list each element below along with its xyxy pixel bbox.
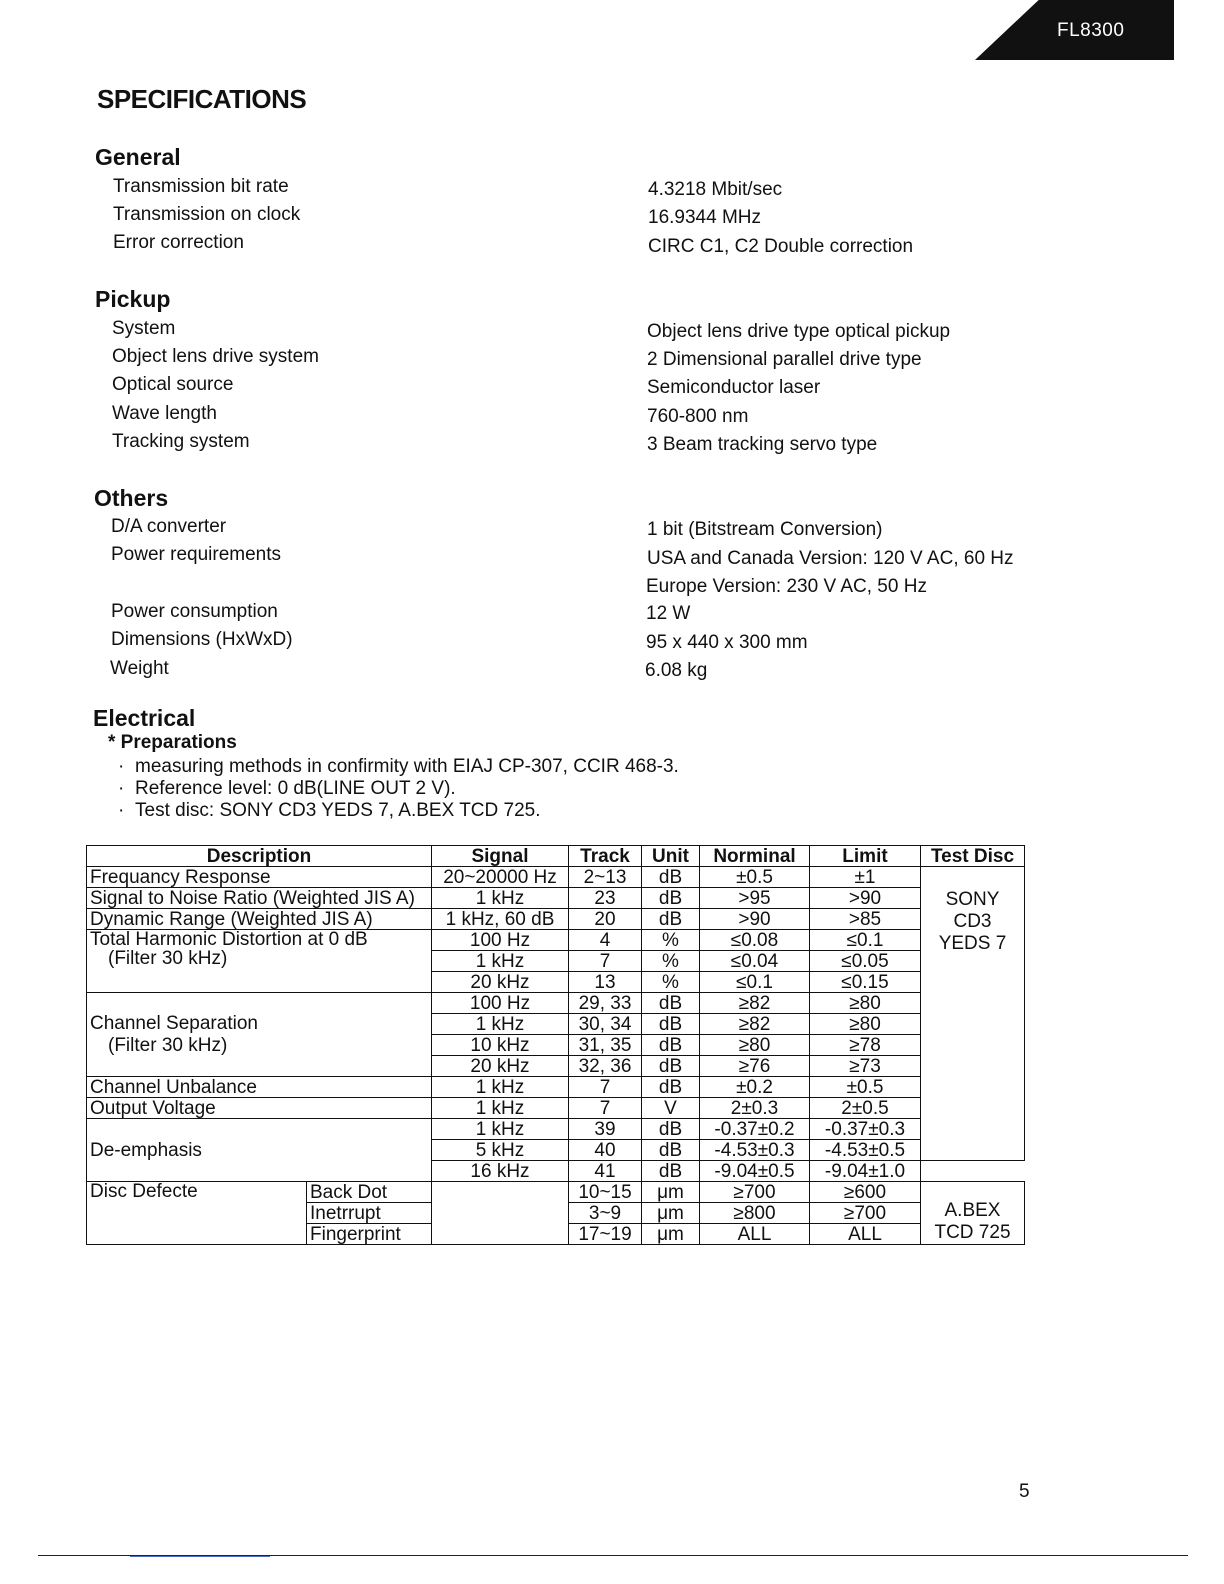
row-unit: dB	[642, 1014, 700, 1035]
spec-value: Europe Version: 230 V AC, 50 Hz	[646, 576, 927, 597]
row-track: 10~15	[569, 1182, 642, 1203]
row-nominal: -0.37±0.2	[700, 1119, 810, 1140]
row-track: 7	[569, 1098, 642, 1119]
bullet-dot: ·	[118, 800, 125, 821]
row-unit: dB	[642, 1077, 700, 1098]
footer-rule-accent	[130, 1556, 270, 1557]
model-label: FL8300	[1057, 20, 1125, 41]
table-row	[87, 930, 1025, 951]
section-general-heading: General	[95, 144, 181, 170]
page-number: 5	[1019, 1481, 1030, 1502]
row-unit: μm	[642, 1224, 700, 1245]
row-unit: %	[642, 951, 700, 972]
row-limit: -9.04±1.0	[810, 1161, 921, 1182]
row-limit: ≤0.1	[810, 930, 921, 951]
test-disc-abex	[921, 1182, 1025, 1245]
spec-label: Transmission on clock	[113, 204, 301, 225]
row-signal: 20~20000 Hz	[432, 867, 569, 888]
row-limit: ALL	[810, 1224, 921, 1245]
row-limit: -4.53±0.5	[810, 1140, 921, 1161]
row-nominal: ≥76	[700, 1056, 810, 1077]
row-unit: %	[642, 972, 700, 993]
row-limit: ≥600	[810, 1182, 921, 1203]
row-unit: dB	[642, 1140, 700, 1161]
row-subitem: Fingerprint	[307, 1224, 432, 1245]
row-description: Dynamic Range (Weighted JIS A)	[87, 909, 432, 930]
row-unit: dB	[642, 1119, 700, 1140]
row-limit: ±1	[810, 867, 921, 888]
row-track: 23	[569, 888, 642, 909]
row-nominal: ≤0.08	[700, 930, 810, 951]
desc-line: Total Harmonic Distortion at 0 dB	[90, 929, 368, 950]
row-unit: μm	[642, 1182, 700, 1203]
header-nominal: Norminal	[700, 846, 810, 867]
row-limit: ≥80	[810, 1014, 921, 1035]
header-signal: Signal	[432, 846, 569, 867]
row-nominal: -9.04±0.5	[700, 1161, 810, 1182]
spec-value: Semiconductor laser	[647, 377, 821, 398]
row-nominal: ≥82	[700, 1014, 810, 1035]
row-nominal: -4.53±0.3	[700, 1140, 810, 1161]
disc-name-line: SONY	[945, 889, 1000, 910]
spec-label: Error correction	[113, 232, 244, 253]
row-nominal: ≥80	[700, 1035, 810, 1056]
spec-label: System	[112, 318, 176, 339]
row-limit: ≥700	[810, 1203, 921, 1224]
bullet-dot: ·	[118, 778, 125, 799]
row-nominal: ≤0.1	[700, 972, 810, 993]
desc-line: Channel Separation	[90, 1013, 258, 1034]
row-track: 13	[569, 972, 642, 993]
row-signal: 16 kHz	[432, 1161, 569, 1182]
disc-name-line: YEDS 7	[938, 933, 1007, 954]
row-unit: %	[642, 930, 700, 951]
preparation-item: measuring methods in confirmity with EIAJ CP-307, CCIR 468-3.	[135, 756, 679, 777]
row-description: Output Voltage	[87, 1098, 432, 1119]
table-row	[87, 909, 1025, 930]
table-header-row	[87, 846, 1025, 867]
section-pickup-heading: Pickup	[95, 286, 171, 312]
electrical-spec-table	[86, 845, 1025, 1245]
bullet-dot: ·	[118, 756, 125, 777]
spec-value: 1 bit (Bitstream Conversion)	[647, 519, 883, 540]
spec-label: Dimensions (HxWxD)	[111, 629, 293, 650]
row-description: Frequancy Response	[87, 867, 432, 888]
spec-value: CIRC C1, C2 Double correction	[648, 236, 914, 257]
table-row	[87, 888, 1025, 909]
row-unit: dB	[642, 1035, 700, 1056]
row-unit: dB	[642, 993, 700, 1014]
row-unit: V	[642, 1098, 700, 1119]
header-description: Description	[87, 846, 432, 867]
row-unit: dB	[642, 1161, 700, 1182]
row-track: 41	[569, 1161, 642, 1182]
spec-value: 95 x 440 x 300 mm	[646, 632, 808, 653]
row-nominal: ≥800	[700, 1203, 810, 1224]
spec-label: D/A converter	[111, 516, 227, 537]
section-others-heading: Others	[94, 485, 169, 511]
row-track: 17~19	[569, 1224, 642, 1245]
table-row	[87, 993, 1025, 1014]
row-signal: 1 kHz	[432, 1119, 569, 1140]
table-row	[87, 867, 1025, 888]
preparation-item: Reference level: 0 dB(LINE OUT 2 V).	[135, 778, 456, 799]
spec-label: Wave length	[112, 403, 217, 424]
spec-label: Power consumption	[111, 601, 278, 622]
desc-line: (Filter 30 kHz)	[108, 1035, 228, 1056]
row-limit: ≤0.05	[810, 951, 921, 972]
preparations-title: * Preparations	[108, 732, 237, 753]
row-signal: 1 kHz	[432, 1077, 569, 1098]
row-description-disc-defect: Disc Defecte	[87, 1182, 307, 1245]
row-nominal: ≥82	[700, 993, 810, 1014]
row-track: 3~9	[569, 1203, 642, 1224]
row-description: Signal to Noise Ratio (Weighted JIS A)	[87, 888, 432, 909]
row-track: 20	[569, 909, 642, 930]
table-row	[87, 1182, 1025, 1203]
row-track: 31, 35	[569, 1035, 642, 1056]
row-nominal: >90	[700, 909, 810, 930]
row-signal: 1 kHz, 60 dB	[432, 909, 569, 930]
section-electrical-heading: Electrical	[93, 705, 196, 731]
page-title: SPECIFICATIONS	[97, 84, 307, 114]
spec-value: 16.9344 MHz	[648, 207, 762, 228]
spec-label: Optical source	[112, 374, 234, 395]
row-signal: 1 kHz	[432, 888, 569, 909]
row-signal: 1 kHz	[432, 1014, 569, 1035]
test-disc-sony	[921, 867, 1025, 1161]
row-limit: ±0.5	[810, 1077, 921, 1098]
row-limit: ≥73	[810, 1056, 921, 1077]
spec-value: USA and Canada Version: 120 V AC, 60 Hz	[647, 548, 1014, 569]
spec-value: 6.08 kg	[645, 660, 708, 681]
row-description-channel-separation	[87, 993, 432, 1077]
desc-line: (Filter 30 kHz)	[108, 948, 228, 969]
spec-value: 2 Dimensional parallel drive type	[647, 349, 922, 370]
row-signal-empty	[432, 1182, 569, 1245]
row-limit: ≥80	[810, 993, 921, 1014]
row-track: 30, 34	[569, 1014, 642, 1035]
row-nominal: ALL	[700, 1224, 810, 1245]
row-track: 40	[569, 1140, 642, 1161]
row-track: 4	[569, 930, 642, 951]
spec-label: Tracking system	[112, 431, 250, 452]
row-limit: ≥78	[810, 1035, 921, 1056]
row-track: 7	[569, 951, 642, 972]
row-unit: dB	[642, 909, 700, 930]
row-track: 32, 36	[569, 1056, 642, 1077]
row-signal: 100 Hz	[432, 930, 569, 951]
row-signal: 1 kHz	[432, 1098, 569, 1119]
row-description: Channel Unbalance	[87, 1077, 432, 1098]
disc-name-line: TCD 725	[934, 1222, 1011, 1243]
header-limit: Limit	[810, 846, 921, 867]
spec-label: Object lens drive system	[112, 346, 319, 367]
row-limit: 2±0.5	[810, 1098, 921, 1119]
spec-label: Weight	[110, 658, 169, 679]
row-nominal: ±0.2	[700, 1077, 810, 1098]
spec-label: Power requirements	[111, 544, 282, 565]
spec-value: 4.3218 Mbit/sec	[648, 179, 783, 200]
row-description-deemphasis: De-emphasis	[87, 1119, 432, 1182]
row-unit: μm	[642, 1203, 700, 1224]
row-description-thd	[87, 930, 432, 993]
spec-label: Transmission bit rate	[113, 176, 289, 197]
row-signal: 10 kHz	[432, 1035, 569, 1056]
row-nominal: ≤0.04	[700, 951, 810, 972]
row-signal: 20 kHz	[432, 1056, 569, 1077]
row-subitem: Back Dot	[307, 1182, 432, 1203]
row-track: 39	[569, 1119, 642, 1140]
row-track: 7	[569, 1077, 642, 1098]
header-unit: Unit	[642, 846, 700, 867]
row-limit: -0.37±0.3	[810, 1119, 921, 1140]
row-subitem: Inetrrupt	[307, 1203, 432, 1224]
row-limit: ≤0.15	[810, 972, 921, 993]
row-limit: >90	[810, 888, 921, 909]
spec-value: 12 W	[646, 603, 691, 624]
table-row	[87, 1119, 1025, 1140]
header-track: Track	[569, 846, 642, 867]
row-nominal: ±0.5	[700, 867, 810, 888]
row-signal: 100 Hz	[432, 993, 569, 1014]
disc-name-line: CD3	[953, 911, 992, 932]
row-signal: 5 kHz	[432, 1140, 569, 1161]
row-nominal: 2±0.3	[700, 1098, 810, 1119]
row-unit: dB	[642, 867, 700, 888]
row-signal: 1 kHz	[432, 951, 569, 972]
spec-value: 3 Beam tracking servo type	[647, 434, 878, 455]
row-track: 2~13	[569, 867, 642, 888]
header-test-disc: Test Disc	[921, 846, 1025, 867]
preparation-item: Test disc: SONY CD3 YEDS 7, A.BEX TCD 725.	[135, 800, 541, 821]
row-unit: dB	[642, 888, 700, 909]
table-row	[87, 1098, 1025, 1119]
row-track: 29, 33	[569, 993, 642, 1014]
row-signal: 20 kHz	[432, 972, 569, 993]
spec-value: 760-800 nm	[647, 406, 749, 427]
row-nominal: >95	[700, 888, 810, 909]
table-row	[87, 1077, 1025, 1098]
row-limit: >85	[810, 909, 921, 930]
row-unit: dB	[642, 1056, 700, 1077]
spec-value: Object lens drive type optical pickup	[647, 321, 951, 342]
row-nominal: ≥700	[700, 1182, 810, 1203]
disc-name-line: A.BEX	[944, 1200, 1001, 1221]
